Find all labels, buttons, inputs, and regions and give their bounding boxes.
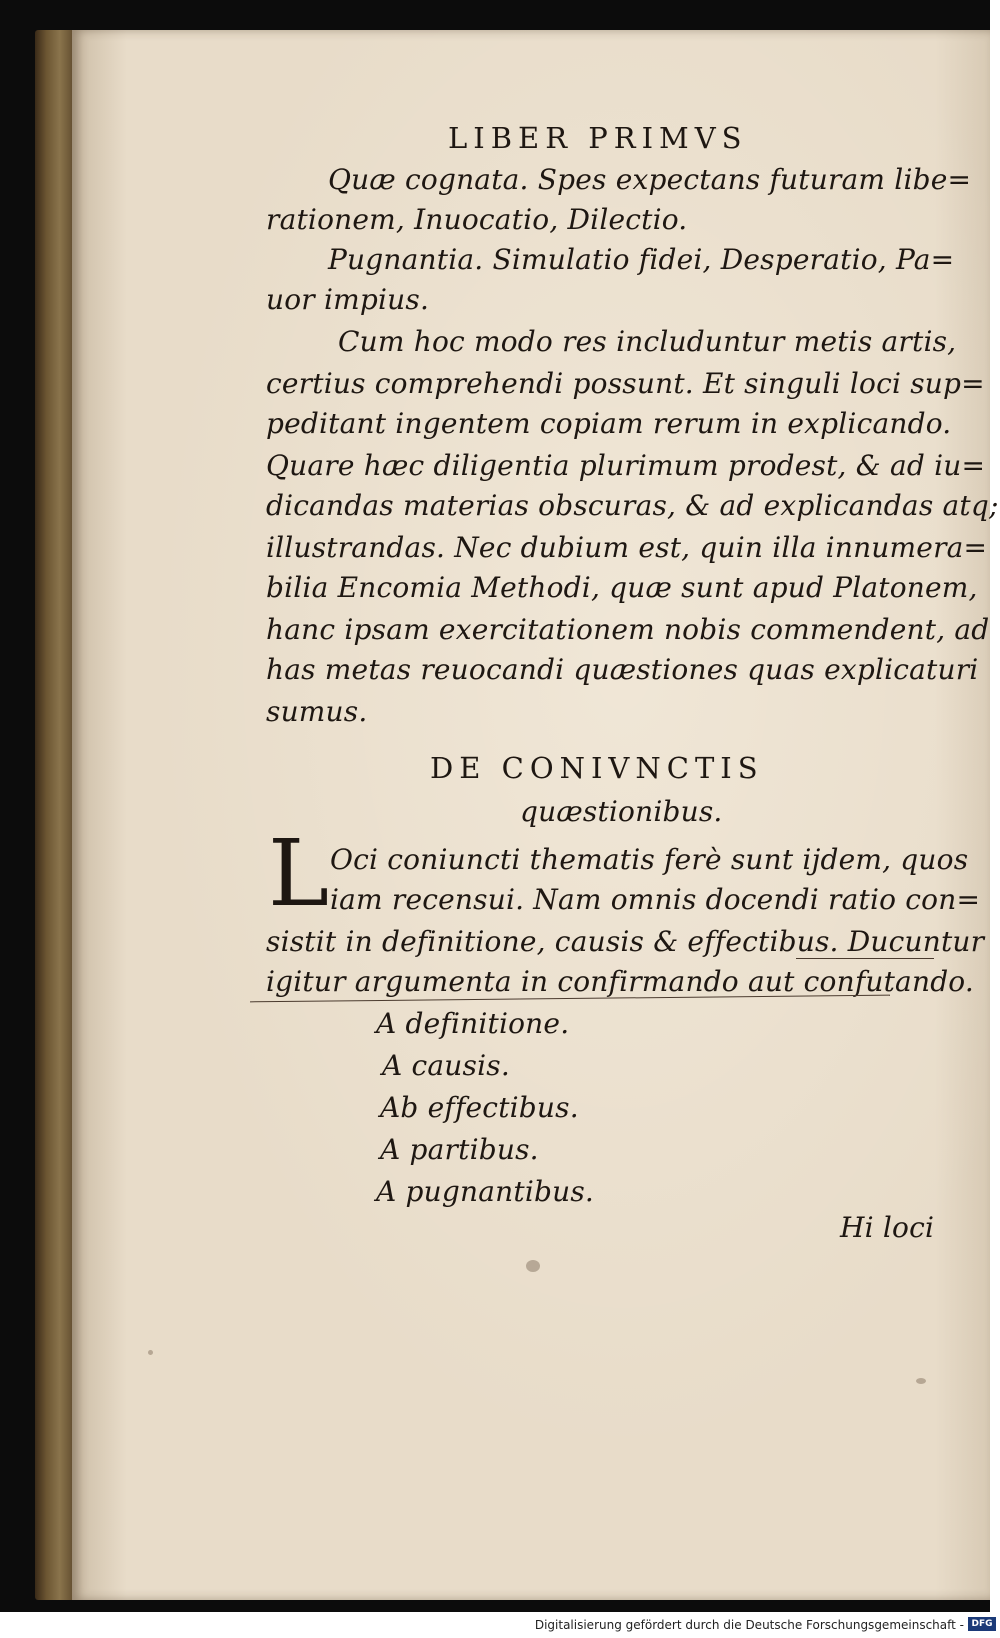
- list-item: A partibus.: [380, 1133, 539, 1166]
- list-item: Ab effectibus.: [380, 1091, 579, 1124]
- footer-credit: Digitalisierung gefördert durch die Deutsche Forschungsgemeinschaft -: [534, 1618, 964, 1632]
- section-subheading: quæstionibus.: [520, 795, 723, 828]
- text-line: Quare hæc diligentia plurimum prodest, & ad iu=: [266, 449, 986, 482]
- handwritten-underline: [796, 958, 934, 959]
- list-item: A causis.: [382, 1049, 510, 1082]
- text-line: hanc ipsam exercitationem nobis commendent, ad: [266, 613, 990, 646]
- running-head: LIBER PRIMVS: [448, 121, 748, 155]
- list-item: A pugnantibus.: [376, 1175, 594, 1208]
- text-line: certius comprehendi possunt. Et singuli loci sup=: [266, 367, 985, 400]
- text-line: dicandas materias obscuras, & ad explicandas atq;: [266, 489, 999, 522]
- text-line: Pugnantia. Simulatio fidei, Desperatio, Pa=: [328, 243, 955, 276]
- drop-cap: L: [268, 820, 330, 927]
- text-line: iam recensui. Nam omnis docendi ratio con=: [330, 883, 981, 916]
- digitization-footer: [0, 1612, 1000, 1638]
- text-line: bilia Encomia Methodi, quæ sunt apud Platonem,: [266, 571, 978, 604]
- ink-spot: [148, 1350, 153, 1355]
- text-line: peditant ingentem copiam rerum in explicando.: [266, 407, 952, 440]
- catchword: Hi loci: [840, 1211, 935, 1244]
- text-line: sistit in definitione, causis & effectibus. Ducuntur: [266, 925, 985, 958]
- dfg-logo-icon: DFG: [968, 1617, 996, 1631]
- text-line: illustrandas. Nec dubium est, quin illa innumera=: [266, 531, 988, 564]
- text-line: igitur argumenta in confirmando aut confutando.: [266, 965, 974, 998]
- section-heading: DE CONIVNCTIS: [430, 751, 764, 785]
- ink-spot: [916, 1378, 926, 1384]
- text-line: Quæ cognata. Spes expectans futuram libe=: [328, 163, 972, 196]
- text-line: rationem, Inuocatio, Dilectio.: [266, 203, 688, 236]
- text-line: Oci coniuncti thematis ferè sunt ijdem, quos: [330, 843, 969, 876]
- text-line: has metas reuocandi quæstiones quas explicaturi: [266, 653, 979, 686]
- ink-spot: [526, 1260, 540, 1272]
- text-line: sumus.: [266, 695, 368, 728]
- text-line: uor impius.: [266, 283, 430, 316]
- text-line: Cum hoc modo res includuntur metis artis,: [338, 325, 957, 358]
- list-item: A definitione.: [376, 1007, 570, 1040]
